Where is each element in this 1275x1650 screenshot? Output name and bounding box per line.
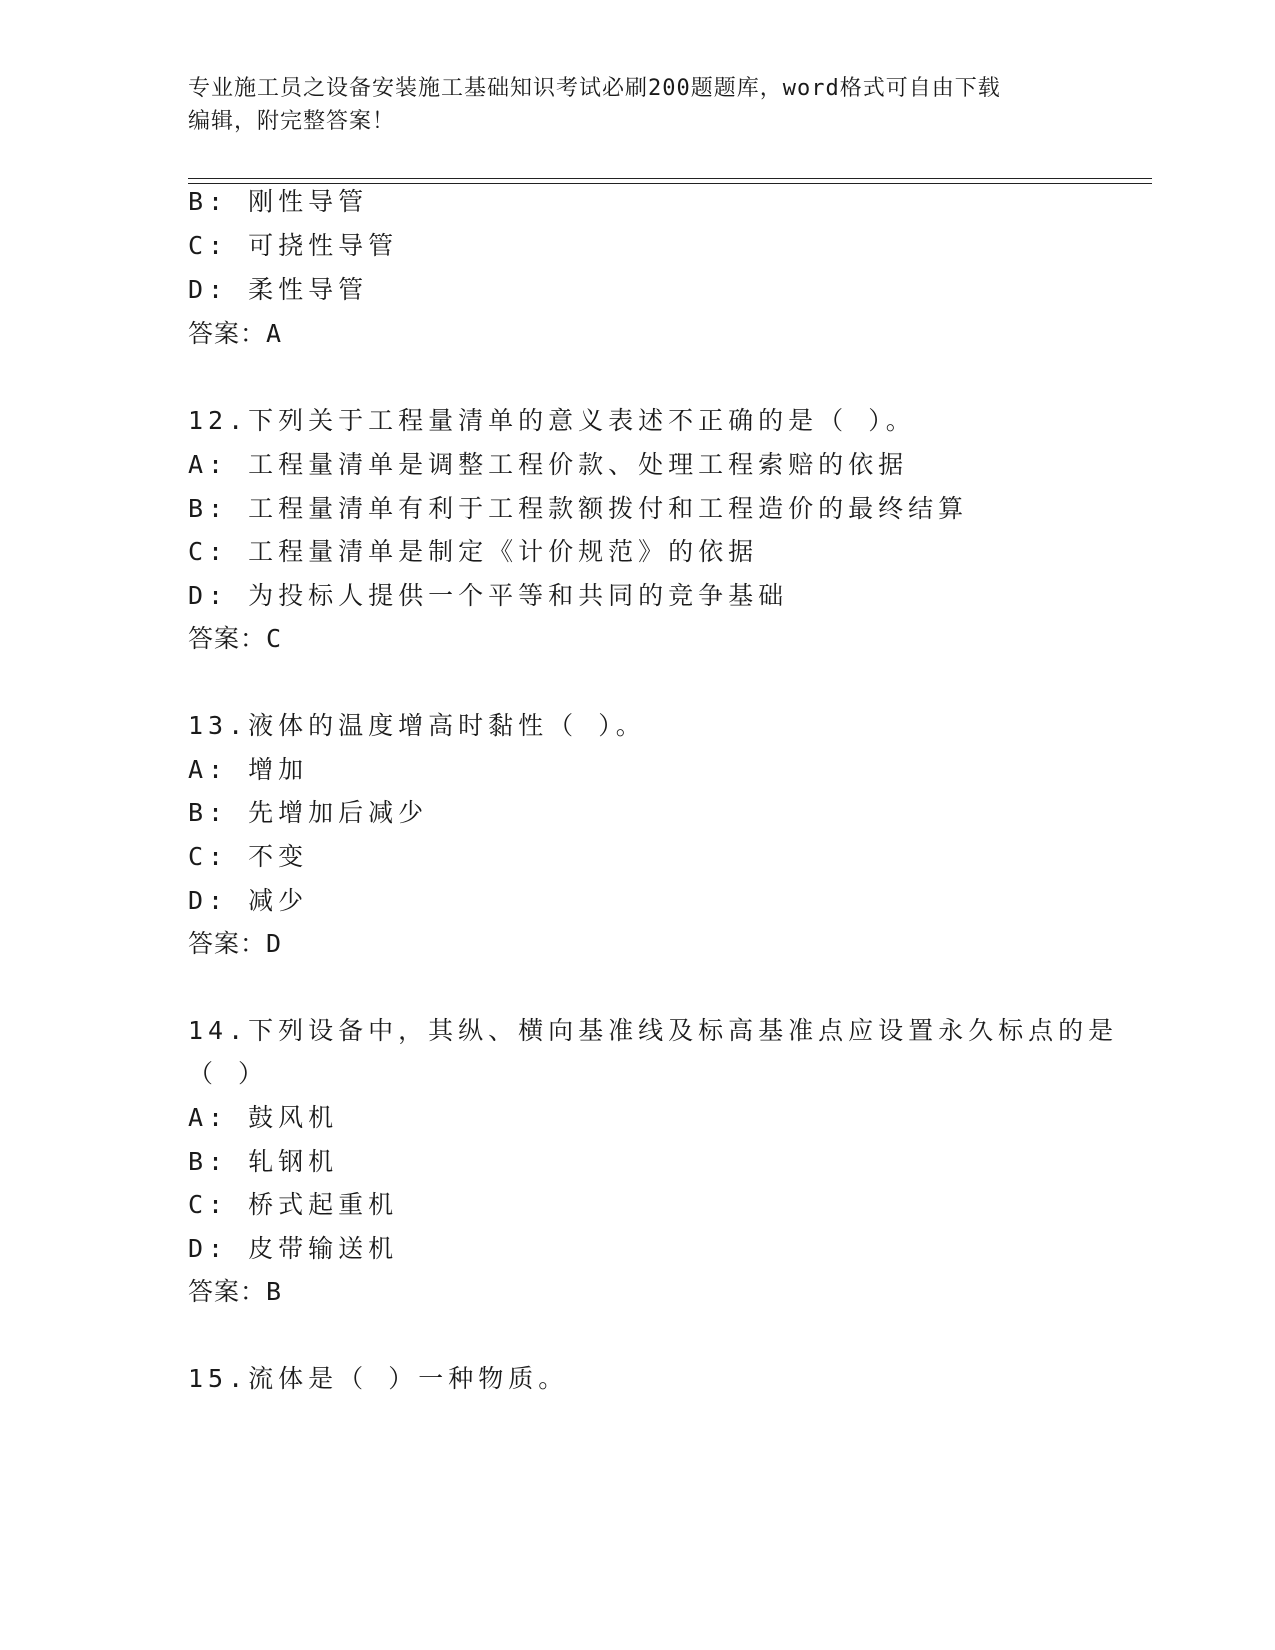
q13-answer: [188, 927, 282, 961]
prev-option-c: C: 可挠性导管: [188, 231, 399, 260]
prev-option-b: B: 刚性导管: [188, 187, 369, 216]
q14-option-d: D: 皮带输送机: [188, 1234, 399, 1263]
q13-option-c: C: 不变: [188, 842, 309, 871]
q12-option-d: D: 为投标人提供一个平等和共同的竞争基础: [188, 581, 789, 610]
q14-option-a: A: 鼓风机: [188, 1103, 339, 1132]
q12-stem: 12.下列关于工程量清单的意义表述不正确的是（ ）。: [188, 406, 916, 435]
q12-answer: [188, 622, 282, 656]
q14-stem-line1: 14.下列设备中，其纵、横向基准线及标高基准点应设置永久标点的是: [188, 1016, 1119, 1045]
answer-label: 答案：: [188, 624, 267, 653]
answer-label: 答案：: [188, 1277, 267, 1306]
header-title-line1: 专业施工员之设备安装施工基础知识考试必刷200题题库，word格式可自由下载: [188, 76, 1001, 101]
q13-option-d: D: 减少: [188, 886, 309, 915]
q13-stem: 13.液体的温度增高时黏性（ ）。: [188, 711, 646, 740]
answer-value: A: [266, 319, 283, 348]
q13-option-a: A: 增加: [188, 755, 309, 784]
answer-label: 答案：: [188, 319, 267, 348]
prev-option-d: D: 柔性导管: [188, 275, 369, 304]
q12-option-a: A: 工程量清单是调整工程价款、处理工程索赔的依据: [188, 450, 909, 479]
q14-answer: [188, 1275, 282, 1309]
answer-value: C: [266, 624, 283, 653]
answer-label: 答案：: [188, 929, 267, 958]
q12-option-c: C: 工程量清单是制定《计价规范》的依据: [188, 537, 759, 566]
answer-value: B: [266, 1277, 283, 1306]
q14-option-c: C: 桥式起重机: [188, 1190, 399, 1219]
q14-option-b: B: 轧钢机: [188, 1147, 339, 1176]
header-title-line2: 编辑，附完整答案！: [188, 109, 396, 134]
q14-stem-line2: （ ）: [188, 1059, 269, 1088]
prev-answer: [188, 317, 282, 351]
q13-option-b: B: 先增加后减少: [188, 798, 429, 827]
q15-stem: 15.流体是（ ）一种物质。: [188, 1364, 569, 1393]
answer-value: D: [266, 929, 283, 958]
document-header: [188, 72, 1068, 138]
q12-option-b: B: 工程量清单有利于工程款额拨付和工程造价的最终结算: [188, 494, 969, 523]
header-divider: [188, 178, 1152, 184]
